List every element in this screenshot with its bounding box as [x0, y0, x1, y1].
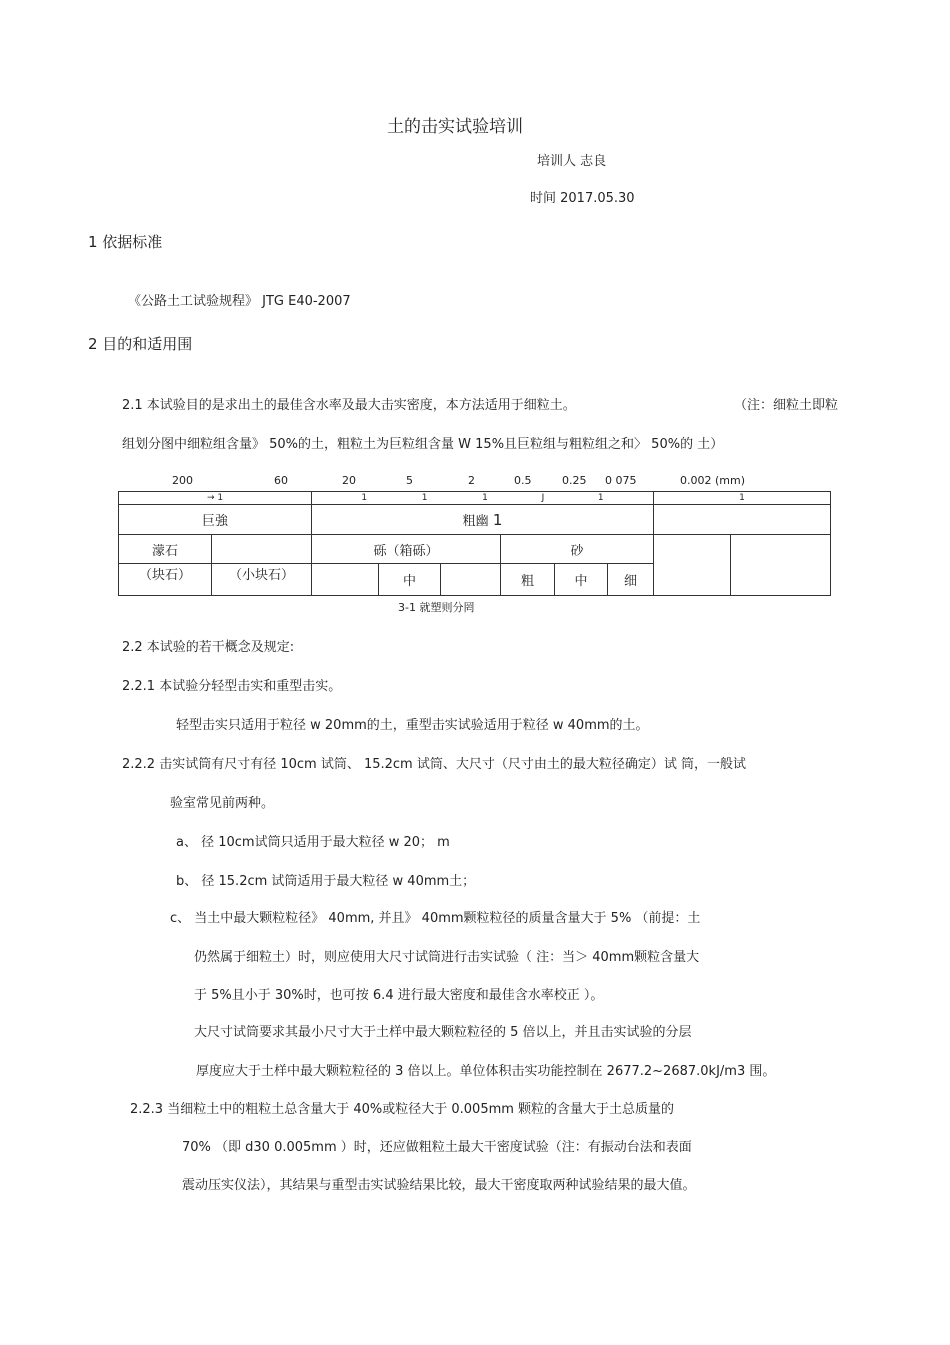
p22: 2.2 本试验的若干概念及规定: — [122, 640, 295, 655]
gravel-mid-cell: 中 — [379, 564, 441, 596]
item-c-line4: 大尺寸试筒要求其最小尺寸大于土样中最大颗粒粒径的 5 倍以上，并且击实试验的分层 — [194, 1025, 692, 1040]
tick-cell: → 1 — [119, 492, 312, 505]
p221: 2.2.1 本试验分轻型击实和重型击实。 — [122, 679, 342, 694]
p221-detail: 轻型击实只适用于粒径 w 20mm的土，重型击实试验适用于粒径 w 40mm的土。 — [176, 718, 649, 733]
grain-classification-table — [118, 491, 831, 596]
gravel-coarse-cell — [312, 564, 379, 596]
scale-label: 0.002 (mm) — [680, 474, 746, 487]
p21-line2: 组划分图中细粒组含量》 50%的土，粗粒土为巨粒组含量 W 15%且巨粒组与粗粒组之和〉 50%的 土） — [122, 437, 724, 452]
tick-cell: 1 — [654, 492, 831, 505]
scale-label: 0.25 — [562, 474, 587, 487]
section2-heading: 2 目的和适用围 — [88, 335, 193, 353]
item-c-line2: 仍然属于细粒土）时，则应使用大尺寸试筒进行击实试验（ 注：当＞ 40mm颗粒含量大 — [194, 950, 700, 965]
item-c-line3: 于 5%且小于 30%时，也可按 6.4 进行最大密度和最佳含水率校正 ）。 — [194, 988, 604, 1003]
boulder-cell: 濛石 — [119, 535, 212, 564]
scale-label: 20 — [342, 474, 356, 487]
gravel-fine-cell — [441, 564, 501, 596]
clay-cell — [731, 535, 831, 596]
p223-line2: 70% （即 d30 0.005mm ）时，还应做粗粒土最大干密度试验（注：有振动台法和表面 — [182, 1140, 692, 1155]
giant-group-cell: 巨強 — [119, 505, 312, 535]
scale-label: 200 — [172, 474, 193, 487]
scale-label: 2 — [468, 474, 475, 487]
page-title: 土的击实试验培训 — [387, 117, 523, 137]
p222-line1: 2.2.2 击实试筒有尺寸有径 10cm 试筒、 15.2cm 试筒、大尺寸（尺寸由土的最大粒径确定）试 筒，一般试 — [122, 757, 746, 772]
sand-coarse-cell: 粗 — [501, 564, 555, 596]
tick-cell: 1 1 1 J 1 — [312, 492, 654, 505]
block-cell: （块石） — [119, 564, 212, 596]
sand-mid-cell: 中 — [555, 564, 608, 596]
section1-text: 《公路土工试验规程》 JTG E40-2007 — [128, 294, 351, 309]
scale-label: 0.5 — [514, 474, 532, 487]
p222-line2: 验室常见前两种。 — [170, 796, 275, 811]
item-b: b、 径 15.2cm 试筒适用于最大粒径 w 40mm土； — [176, 874, 476, 889]
small-block-cell: （小块石） — [212, 564, 312, 596]
item-c-line5: 厚度应大于土样中最大颗粒粒径的 3 倍以上。单位体积击实功能控制在 2677.2~2687.0kJ/m3 围。 — [196, 1064, 776, 1079]
trainer-line: 培训人 志良 — [537, 154, 607, 169]
section1-heading: 1 依据标准 — [88, 233, 163, 251]
gravel-cell: 砾（箱砾） — [312, 535, 501, 564]
scale-label: 0 075 — [605, 474, 637, 487]
p21-line1: 2.1 本试验目的是求出土的最佳含水率及最大击实密度，本方法适用于细粒土。 — [122, 398, 576, 413]
p223-line3: 震动压实仪法），其结果与重型击实试验结果比较，最大干密度取两种试验结果的最大值。 — [182, 1178, 696, 1193]
scale-label: 5 — [406, 474, 413, 487]
sand-cell: 砂 — [501, 535, 654, 564]
item-c-line1: c、 当土中最大颗粒粒径》 40mm, 并且》 40mm颗粒粒径的质量含量大于 5% （前提：土 — [170, 911, 701, 926]
figure-caption: 3-1 就塑则分罔 — [398, 601, 475, 614]
coarse-group-cell: 粗幽 1 — [312, 505, 654, 535]
silt-cell — [654, 535, 731, 596]
sand-fine-cell: 细 — [608, 564, 654, 596]
p223-line1: 2.2.3 当细粒土中的粗粒土总含量大于 40%或粒径大于 0.005mm 颗粒的含量大于土总质量的 — [130, 1102, 675, 1117]
scale-label: 60 — [274, 474, 288, 487]
time-line: 时间 2017.05.30 — [530, 191, 635, 206]
p21-line1-note: （注：细粒土即粒 — [734, 398, 839, 413]
item-a: a、 径 10cm试筒只适用于最大粒径 w 20； m — [176, 835, 450, 850]
fine-group-cell — [654, 505, 831, 535]
empty-cell — [212, 535, 312, 564]
